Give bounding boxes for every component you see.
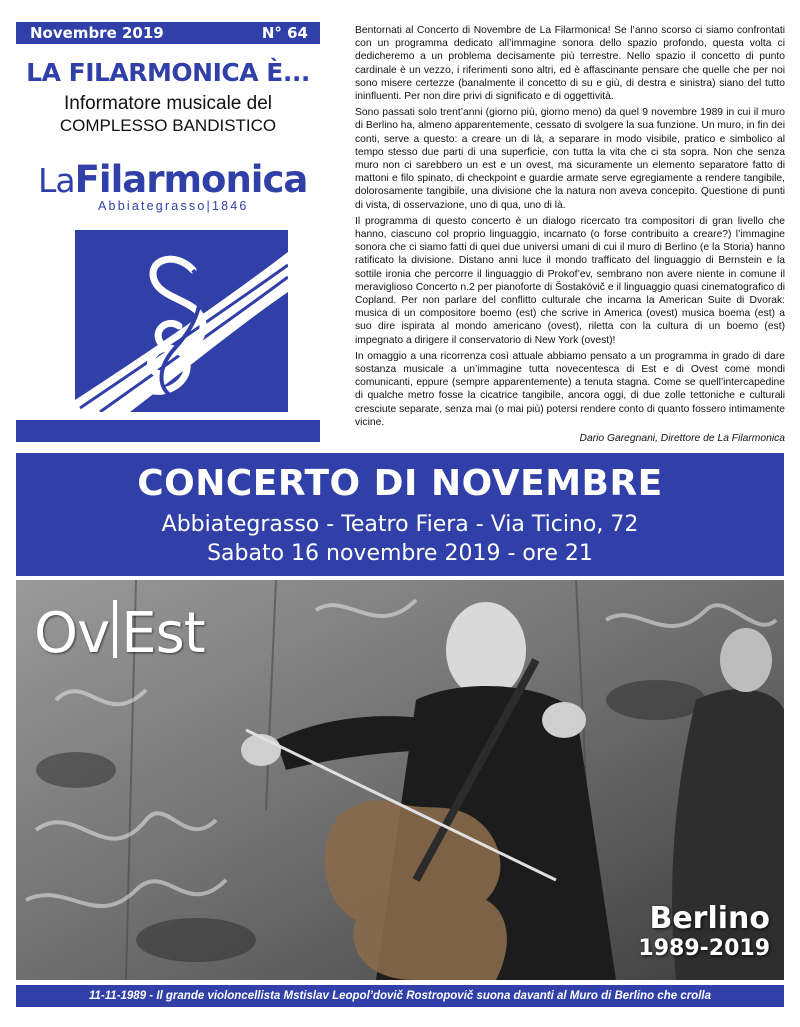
article-paragraph: Il programma di questo concerto è un dialogo ricercato tra compositori di gran livello che hanno, ciascuno col proprio linguaggio, incarnato (o forse contribuito a creare?) l’immagine sonora che ci siamo fatti di quei due universi umani di cui il muro di Berlino (e la Storia) hanno ratificato la divisione. Distano anni luce il mondo trafficato del linguaggio di Bernstein e la sottile ironia che percorre il linguaggio di Prokof’ev, sembrano non avere niente in comune il meraviglioso Concerto n.2 per pianoforte di Šostakóvič e il linguaggio quasi cinematografico di Copland. Per non parlare del conflitto culturale che incarna la American Suite di Dvorak: musica di un compositore boemo (est) che scrive in America (ovest) musica boema (est) a suo dire ispirata al mondo americano (ovest), riletta con la cultura di un boemo (est) impegnato a dirigere il conservatorio di New York (ovest)! [355,215,785,346]
filarmonica-logo [38,158,328,213]
logo-prefix: La [38,161,75,200]
concert-location: Abbiategrasso - Teatro Fiera - Via Ticino, 72 [161,512,639,537]
berlino-overlay [638,902,770,962]
berlino-years: 1989-2019 [638,936,770,961]
logo-wordmark [38,158,328,201]
issue-bar [16,22,320,44]
article-paragraph: Bentornati al Concerto di Novembre de La Filarmonica! Se l’anno scorso ci siamo confrontati con un programma dedicato all’immagine sonora dello spazio profondo, questa volta ci dedicheremo a un problema decisamente più terrestre. Nello spazio il concetto di punto cardinale è un vezzo, i riferimenti sono altri, ed è affascinante pensare che quelle che per noi sono misere certezze (banalmente il concetto di su e giù, di destra e sinistra) siano del tutto ininfluenti. Per non dire privi di significato e di oggettività. [355,25,785,103]
berlino-city: Berlino [649,901,770,936]
logo-place: Abbiategrasso|1846 [98,199,249,213]
treble-clef-emblem-icon [75,230,288,412]
ovest-left-text: Ov [34,601,110,666]
ovest-right-text: Est [121,601,205,666]
newsletter-subtitle-1: Informatore musicale del [63,93,273,114]
logo-name: Filarmonica [74,158,308,201]
article-paragraph: In omaggio a una ricorrenza così attuale abbiamo pensato a un programma in grado di dare sostanza musicale a un’immagine tutta novecentesca di Est e di Ovest come mondi comunicanti, eppure (sempre apparentemente) a tenuta stagna. Come se quell’intercapedine di qualche metro fosse la cicatrice tangibile, ancora oggi, di due zolle tettoniche e culturali cresciute separate, senza mai (o mai più) potersi rendere conto di quanto fossero intimamente vicine. [355,350,785,428]
concert-banner [16,453,784,576]
issue-date: Novembre 2019 [30,24,164,42]
article-paragraph: Sono passati solo trent’anni (giorno più, giorno meno) da quel 9 novembre 1989 in cui il muro di Berlino ha, almeno apparentemente, cessato di svolgere la sua funzione. Un muro, in fin dei conti, serve a questo: a creare un di là, a separare in modo visibile, pratico e simbolico al tempo stesso due parti di una superficie, con tutta la vita che ci sta sopra. Non che senza muro non ci sarebbero un est e un ovest, ma sicuramente un elemento separatore fatto di mattoni e filo spinato, di checkpoint e guardie armate serve egregiamente a rendere tangibile, dolorosamente tangibile, una divisione che la natura non aveva concepito. Questione di punti di vista, di osservazione, uno di qua, uno di là. [355,107,785,211]
newsletter-subtitle-2: COMPLESSO BANDISTICO [59,116,277,135]
editorial-article [355,24,785,445]
issue-number: N° 64 [261,24,308,42]
masthead [16,58,320,136]
newsletter-title: LA FILARMONICA È... [26,58,310,87]
article-signature: Dario Garegnani, Direttore de La Filarmonica [579,433,785,445]
concert-datetime: Sabato 16 novembre 2019 - ore 21 [207,541,593,566]
photo-caption: 11-11-1989 - Il grande violoncellista Mstislav Leopol’dovič Rostropovič suona davanti al Muro di Berlino che crolla [16,985,784,1007]
concert-title: CONCERTO DI NOVEMBRE [137,463,663,504]
ovest-divider-icon [113,600,117,658]
left-column-footer-bar [16,420,320,442]
cellist-photo [16,580,784,980]
ovest-overlay-title [34,600,205,666]
